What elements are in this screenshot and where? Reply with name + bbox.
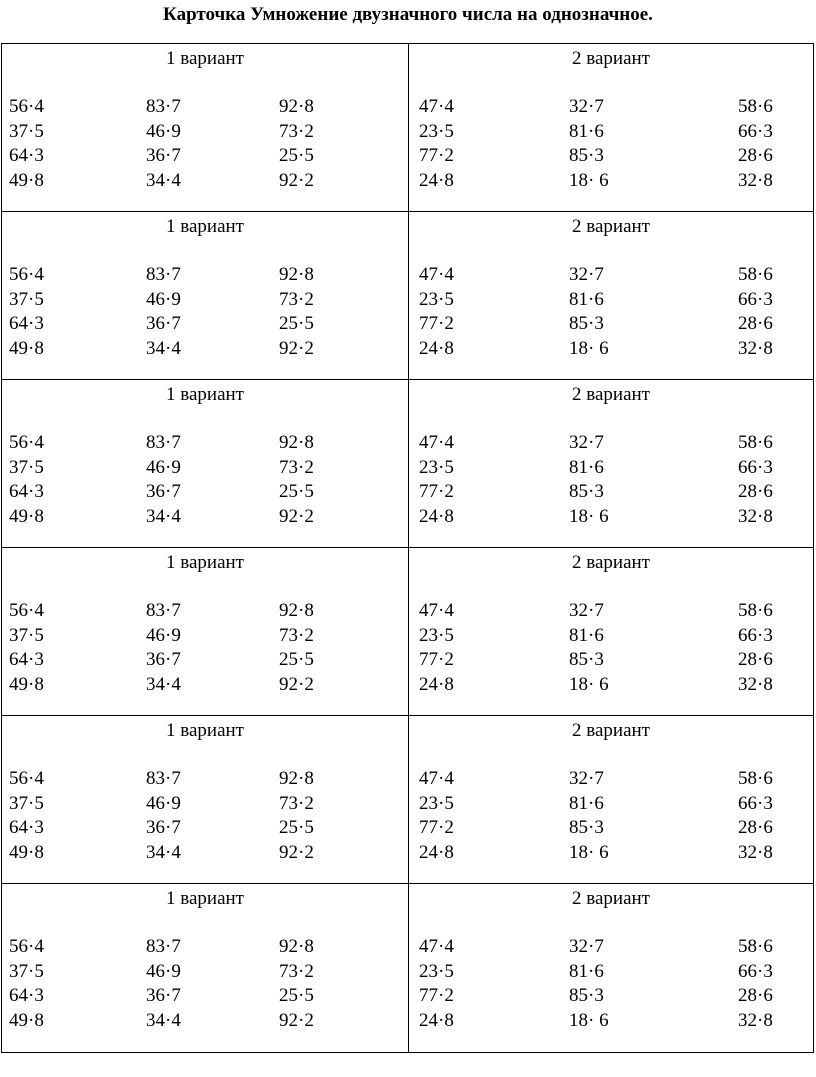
- multiplication-expression: 28·6: [738, 481, 773, 502]
- multiplication-expression: 77·2: [419, 313, 454, 334]
- multiplication-expression: 32·8: [738, 169, 773, 191]
- variant-2-card: [409, 716, 813, 884]
- multiplication-expression: 32·8: [738, 1009, 773, 1031]
- expression-row: [2, 935, 408, 960]
- multiplication-expression: 56·4: [9, 936, 44, 957]
- multiplication-expression: 64·3: [9, 817, 44, 838]
- multiplication-expression: 32·7: [569, 936, 604, 957]
- multiplication-expression: 47·4: [419, 936, 454, 957]
- multiplication-expression: 32·8: [738, 505, 773, 527]
- multiplication-expression: 81·6: [569, 792, 604, 814]
- multiplication-expression: 25·5: [279, 985, 314, 1006]
- expression-list: [409, 95, 813, 193]
- multiplication-expression: 25·5: [279, 145, 314, 166]
- multiplication-expression: 56·4: [9, 768, 44, 789]
- expression-row: [2, 673, 408, 698]
- variant-2-card: [409, 380, 813, 548]
- multiplication-expression: 37·5: [9, 456, 44, 478]
- variant-2-card: [409, 44, 813, 212]
- multiplication-expression: 92·2: [279, 169, 314, 191]
- expression-row: [409, 792, 813, 817]
- multiplication-expression: 37·5: [9, 288, 44, 310]
- expression-row: [409, 1009, 813, 1034]
- multiplication-expression: 73·2: [279, 960, 314, 982]
- multiplication-expression: 24·8: [419, 169, 454, 191]
- expression-row: [2, 792, 408, 817]
- multiplication-expression: 77·2: [419, 481, 454, 502]
- expression-row: [2, 816, 408, 841]
- multiplication-expression: 92·2: [279, 673, 314, 695]
- expression-row: [2, 767, 408, 792]
- multiplication-expression: 28·6: [738, 985, 773, 1006]
- expression-row: [2, 312, 408, 337]
- multiplication-expression: 49·8: [9, 1009, 44, 1031]
- multiplication-expression: 85·3: [569, 481, 604, 502]
- expression-row: [409, 599, 813, 624]
- multiplication-expression: 34·4: [146, 673, 181, 695]
- expression-row: [409, 169, 813, 194]
- expression-list: [2, 95, 408, 193]
- multiplication-expression: 23·5: [419, 960, 454, 982]
- multiplication-expression: 56·4: [9, 264, 44, 285]
- cards-table: [1, 43, 814, 1053]
- multiplication-expression: 36·7: [146, 313, 181, 334]
- expression-list: [409, 431, 813, 529]
- multiplication-expression: 32·7: [569, 96, 604, 117]
- variant-2-card: [409, 884, 813, 1052]
- multiplication-expression: 73·2: [279, 624, 314, 646]
- multiplication-expression: 49·8: [9, 505, 44, 527]
- multiplication-expression: 58·6: [738, 768, 773, 789]
- expression-list: [2, 431, 408, 529]
- multiplication-expression: 36·7: [146, 481, 181, 502]
- multiplication-expression: 18· 6: [569, 673, 609, 695]
- expression-row: [2, 144, 408, 169]
- variant-1-card: [2, 212, 409, 380]
- multiplication-expression: 49·8: [9, 169, 44, 191]
- multiplication-expression: 49·8: [9, 337, 44, 359]
- multiplication-expression: 85·3: [569, 649, 604, 670]
- expression-row: [2, 288, 408, 313]
- multiplication-expression: 81·6: [569, 960, 604, 982]
- multiplication-expression: 85·3: [569, 145, 604, 166]
- multiplication-expression: 92·8: [279, 264, 314, 285]
- multiplication-expression: 18· 6: [569, 841, 609, 863]
- expression-row: [409, 505, 813, 530]
- expression-row: [409, 95, 813, 120]
- multiplication-expression: 77·2: [419, 985, 454, 1006]
- expression-row: [2, 120, 408, 145]
- expression-row: [409, 288, 813, 313]
- multiplication-expression: 47·4: [419, 768, 454, 789]
- expression-row: [409, 480, 813, 505]
- multiplication-expression: 47·4: [419, 96, 454, 117]
- multiplication-expression: 85·3: [569, 817, 604, 838]
- multiplication-expression: 28·6: [738, 145, 773, 166]
- multiplication-expression: 32·8: [738, 673, 773, 695]
- multiplication-expression: 36·7: [146, 649, 181, 670]
- multiplication-expression: 37·5: [9, 792, 44, 814]
- multiplication-expression: 34·4: [146, 169, 181, 191]
- multiplication-expression: 81·6: [569, 288, 604, 310]
- multiplication-expression: 28·6: [738, 649, 773, 670]
- variant-heading: 2 вариант: [572, 720, 650, 741]
- multiplication-expression: 46·9: [146, 960, 181, 982]
- variant-heading: 2 вариант: [572, 48, 650, 69]
- multiplication-expression: 24·8: [419, 1009, 454, 1031]
- multiplication-expression: 66·3: [738, 624, 773, 646]
- expression-row: [2, 960, 408, 985]
- variant-1-card: [2, 380, 409, 548]
- variant-heading: 1 вариант: [166, 48, 244, 69]
- multiplication-expression: 64·3: [9, 313, 44, 334]
- multiplication-expression: 36·7: [146, 817, 181, 838]
- expression-row: [2, 984, 408, 1009]
- multiplication-expression: 25·5: [279, 481, 314, 502]
- expression-row: [409, 144, 813, 169]
- expression-row: [2, 1009, 408, 1034]
- expression-row: [409, 456, 813, 481]
- variant-1-card: [2, 716, 409, 884]
- variant-heading: 1 вариант: [166, 888, 244, 909]
- multiplication-expression: 28·6: [738, 313, 773, 334]
- multiplication-expression: 46·9: [146, 120, 181, 142]
- multiplication-expression: 58·6: [738, 936, 773, 957]
- expression-row: [2, 456, 408, 481]
- multiplication-expression: 46·9: [146, 624, 181, 646]
- multiplication-expression: 83·7: [146, 264, 181, 285]
- expression-list: [409, 599, 813, 697]
- expression-row: [409, 767, 813, 792]
- multiplication-expression: 73·2: [279, 288, 314, 310]
- multiplication-expression: 32·8: [738, 841, 773, 863]
- multiplication-expression: 92·2: [279, 505, 314, 527]
- variant-2-card: [409, 548, 813, 716]
- expression-list: [409, 935, 813, 1033]
- multiplication-expression: 25·5: [279, 313, 314, 334]
- multiplication-expression: 77·2: [419, 817, 454, 838]
- multiplication-expression: 92·8: [279, 432, 314, 453]
- multiplication-expression: 85·3: [569, 985, 604, 1006]
- multiplication-expression: 34·4: [146, 505, 181, 527]
- multiplication-expression: 46·9: [146, 792, 181, 814]
- multiplication-expression: 77·2: [419, 649, 454, 670]
- multiplication-expression: 37·5: [9, 624, 44, 646]
- multiplication-expression: 92·8: [279, 600, 314, 621]
- multiplication-expression: 37·5: [9, 960, 44, 982]
- multiplication-expression: 85·3: [569, 313, 604, 334]
- multiplication-expression: 81·6: [569, 120, 604, 142]
- multiplication-expression: 66·3: [738, 120, 773, 142]
- expression-row: [2, 95, 408, 120]
- multiplication-expression: 66·3: [738, 456, 773, 478]
- expression-row: [2, 431, 408, 456]
- expression-row: [2, 648, 408, 673]
- multiplication-expression: 25·5: [279, 649, 314, 670]
- multiplication-expression: 23·5: [419, 624, 454, 646]
- multiplication-expression: 81·6: [569, 624, 604, 646]
- multiplication-expression: 66·3: [738, 960, 773, 982]
- multiplication-expression: 34·4: [146, 841, 181, 863]
- multiplication-expression: 32·7: [569, 432, 604, 453]
- multiplication-expression: 81·6: [569, 456, 604, 478]
- multiplication-expression: 77·2: [419, 145, 454, 166]
- multiplication-expression: 23·5: [419, 792, 454, 814]
- expression-list: [409, 767, 813, 865]
- expression-row: [409, 960, 813, 985]
- multiplication-expression: 83·7: [146, 96, 181, 117]
- expression-list: [2, 263, 408, 361]
- expression-row: [2, 169, 408, 194]
- variant-heading: 1 вариант: [166, 384, 244, 405]
- multiplication-expression: 18· 6: [569, 1009, 609, 1031]
- expression-row: [409, 984, 813, 1009]
- multiplication-expression: 73·2: [279, 120, 314, 142]
- expression-list: [2, 599, 408, 697]
- multiplication-expression: 92·2: [279, 1009, 314, 1031]
- variant-heading: 2 вариант: [572, 552, 650, 573]
- multiplication-expression: 47·4: [419, 264, 454, 285]
- expression-row: [409, 263, 813, 288]
- expression-row: [2, 624, 408, 649]
- multiplication-expression: 18· 6: [569, 169, 609, 191]
- multiplication-expression: 92·8: [279, 96, 314, 117]
- variant-heading: 1 вариант: [166, 720, 244, 741]
- variant-2-card: [409, 212, 813, 380]
- variant-1-card: [2, 884, 409, 1052]
- multiplication-expression: 58·6: [738, 432, 773, 453]
- page-title: Карточка Умножение двузначного числа на однозначное.: [163, 4, 653, 25]
- multiplication-expression: 58·6: [738, 264, 773, 285]
- multiplication-expression: 36·7: [146, 985, 181, 1006]
- multiplication-expression: 23·5: [419, 456, 454, 478]
- multiplication-expression: 66·3: [738, 792, 773, 814]
- multiplication-expression: 32·8: [738, 337, 773, 359]
- multiplication-expression: 49·8: [9, 841, 44, 863]
- expression-list: [409, 263, 813, 361]
- multiplication-expression: 58·6: [738, 96, 773, 117]
- multiplication-expression: 56·4: [9, 96, 44, 117]
- expression-row: [409, 120, 813, 145]
- multiplication-expression: 64·3: [9, 649, 44, 670]
- expression-row: [2, 263, 408, 288]
- multiplication-expression: 24·8: [419, 337, 454, 359]
- multiplication-expression: 83·7: [146, 936, 181, 957]
- expression-list: [2, 767, 408, 865]
- multiplication-expression: 73·2: [279, 792, 314, 814]
- multiplication-expression: 64·3: [9, 985, 44, 1006]
- multiplication-expression: 24·8: [419, 841, 454, 863]
- multiplication-expression: 56·4: [9, 432, 44, 453]
- expression-row: [2, 505, 408, 530]
- multiplication-expression: 64·3: [9, 481, 44, 502]
- multiplication-expression: 49·8: [9, 673, 44, 695]
- multiplication-expression: 47·4: [419, 432, 454, 453]
- multiplication-expression: 32·7: [569, 768, 604, 789]
- multiplication-expression: 66·3: [738, 288, 773, 310]
- variant-heading: 1 вариант: [166, 216, 244, 237]
- multiplication-expression: 64·3: [9, 145, 44, 166]
- multiplication-expression: 58·6: [738, 600, 773, 621]
- variant-1-card: [2, 44, 409, 212]
- multiplication-expression: 46·9: [146, 456, 181, 478]
- variant-1-card: [2, 548, 409, 716]
- multiplication-expression: 18· 6: [569, 337, 609, 359]
- multiplication-expression: 32·7: [569, 264, 604, 285]
- multiplication-expression: 18· 6: [569, 505, 609, 527]
- expression-row: [409, 624, 813, 649]
- expression-row: [409, 431, 813, 456]
- expression-row: [409, 816, 813, 841]
- multiplication-expression: 24·8: [419, 673, 454, 695]
- multiplication-expression: 28·6: [738, 817, 773, 838]
- multiplication-expression: 24·8: [419, 505, 454, 527]
- expression-row: [2, 599, 408, 624]
- variant-heading: 2 вариант: [572, 384, 650, 405]
- expression-row: [409, 673, 813, 698]
- multiplication-expression: 92·8: [279, 768, 314, 789]
- expression-row: [409, 312, 813, 337]
- multiplication-expression: 32·7: [569, 600, 604, 621]
- expression-row: [2, 480, 408, 505]
- multiplication-expression: 83·7: [146, 432, 181, 453]
- multiplication-expression: 73·2: [279, 456, 314, 478]
- multiplication-expression: 92·8: [279, 936, 314, 957]
- multiplication-expression: 83·7: [146, 768, 181, 789]
- expression-row: [409, 648, 813, 673]
- multiplication-expression: 36·7: [146, 145, 181, 166]
- multiplication-expression: 23·5: [419, 288, 454, 310]
- expression-list: [2, 935, 408, 1033]
- variant-heading: 2 вариант: [572, 888, 650, 909]
- variant-heading: 2 вариант: [572, 216, 650, 237]
- multiplication-expression: 25·5: [279, 817, 314, 838]
- expression-row: [2, 841, 408, 866]
- variant-heading: 1 вариант: [166, 552, 244, 573]
- multiplication-expression: 37·5: [9, 120, 44, 142]
- multiplication-expression: 34·4: [146, 1009, 181, 1031]
- multiplication-expression: 47·4: [419, 600, 454, 621]
- expression-row: [409, 841, 813, 866]
- expression-row: [409, 935, 813, 960]
- expression-row: [409, 337, 813, 362]
- expression-row: [2, 337, 408, 362]
- multiplication-expression: 34·4: [146, 337, 181, 359]
- multiplication-expression: 92·2: [279, 337, 314, 359]
- multiplication-expression: 83·7: [146, 600, 181, 621]
- multiplication-expression: 46·9: [146, 288, 181, 310]
- multiplication-expression: 56·4: [9, 600, 44, 621]
- multiplication-expression: 23·5: [419, 120, 454, 142]
- multiplication-expression: 92·2: [279, 841, 314, 863]
